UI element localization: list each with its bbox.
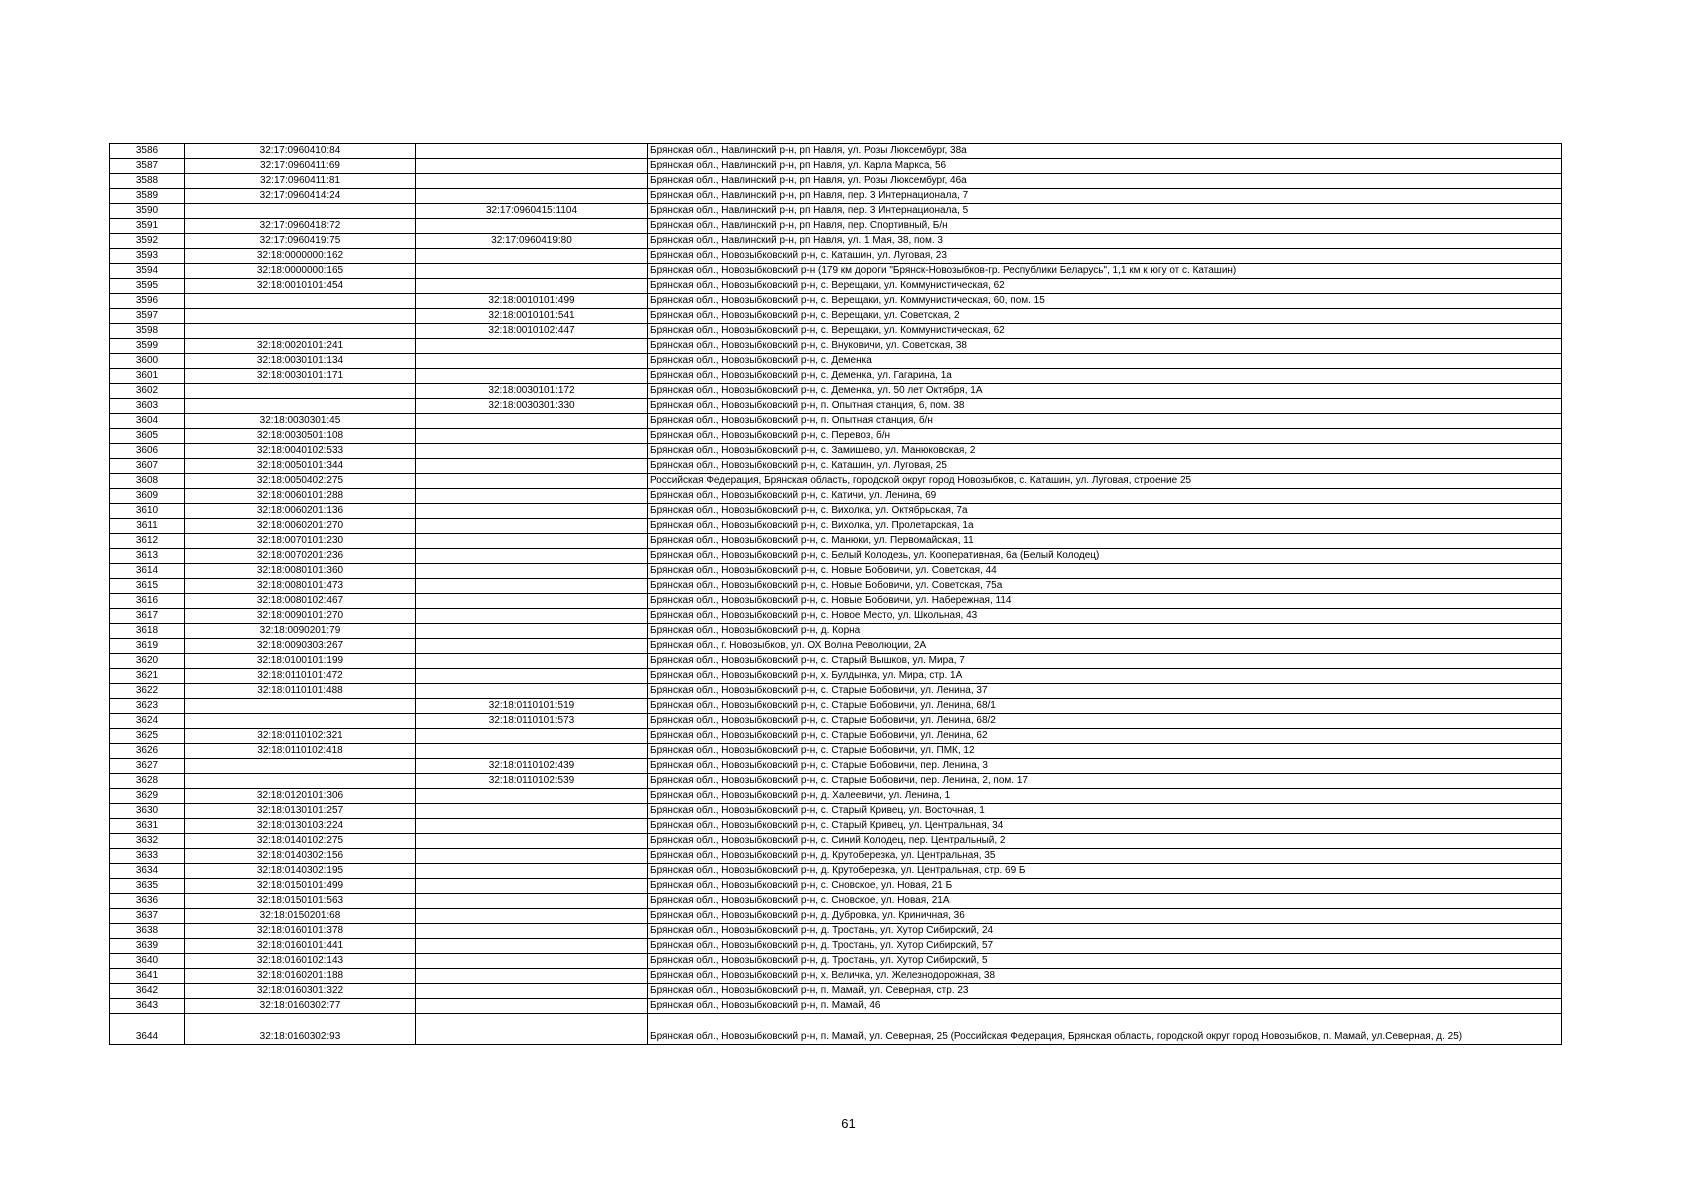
address-cell: Брянская обл., Новозыбковский р-н, д. Корна	[648, 624, 1562, 639]
address-cell: Брянская обл., Новозыбковский р-н, с. Белый Колодезь, ул. Кооперативная, 6а (Белый Колодец)	[648, 549, 1562, 564]
address-cell: Брянская обл., Новозыбковский р-н, с. Внуковичи, ул. Советская, 38	[648, 339, 1562, 354]
cadastral-number-cell: 32:18:0010101:454	[185, 279, 416, 294]
cadastral-number-cell: 32:17:0960419:75	[185, 234, 416, 249]
table-row	[110, 714, 1562, 729]
table-row	[110, 309, 1562, 324]
cadastral-number-cell: 32:17:0960418:72	[185, 219, 416, 234]
cadastral-number-cell: 32:18:0030101:171	[185, 369, 416, 384]
address-cell: Брянская обл., Новозыбковский р-н, с. Старый Вышков, ул. Мира, 7	[648, 654, 1562, 669]
row-number-cell: 3617	[110, 609, 185, 624]
secondary-cadastral-number-cell: 32:18:0110101:519	[416, 699, 648, 714]
cadastral-number-cell: 32:18:0040102:533	[185, 444, 416, 459]
address-cell: Брянская обл., Новозыбковский р-н, с. Новые Бобовичи, ул. Советская, 44	[648, 564, 1562, 579]
cadastral-number-cell	[185, 699, 416, 714]
row-number-cell: 3591	[110, 219, 185, 234]
address-cell: Брянская обл., Навлинский р-н, рп Навля, пер. Спортивный, Б/н	[648, 219, 1562, 234]
row-number-cell: 3635	[110, 879, 185, 894]
row-number-cell: 3602	[110, 384, 185, 399]
address-cell: Брянская обл., Новозыбковский р-н, д. Крутоберезка, ул. Центральная, 35	[648, 849, 1562, 864]
cadastral-number-cell: 32:18:0090101:270	[185, 609, 416, 624]
secondary-cadastral-number-cell	[416, 789, 648, 804]
secondary-cadastral-number-cell	[416, 504, 648, 519]
table-row	[110, 579, 1562, 594]
table-row	[110, 789, 1562, 804]
secondary-cadastral-number-cell	[416, 909, 648, 924]
cadastral-number-cell: 32:18:0110102:321	[185, 729, 416, 744]
row-number-cell: 3641	[110, 969, 185, 984]
secondary-cadastral-number-cell	[416, 639, 648, 654]
table-row	[110, 564, 1562, 579]
table-row	[110, 354, 1562, 369]
row-number-cell: 3609	[110, 489, 185, 504]
cadastral-number-cell: 32:18:0050402:275	[185, 474, 416, 489]
table-row	[110, 729, 1562, 744]
table-row	[110, 609, 1562, 624]
secondary-cadastral-number-cell: 32:18:0030301:330	[416, 399, 648, 414]
row-number-cell: 3629	[110, 789, 185, 804]
cadastral-number-cell	[185, 294, 416, 309]
cadastral-number-cell: 32:18:0090303:267	[185, 639, 416, 654]
row-number-cell: 3599	[110, 339, 185, 354]
address-cell: Брянская обл., Новозыбковский р-н, с. Новые Бобовичи, ул. Советская, 75а	[648, 579, 1562, 594]
row-number-cell: 3615	[110, 579, 185, 594]
row-number-cell: 3614	[110, 564, 185, 579]
cadastral-number-cell: 32:18:0140302:156	[185, 849, 416, 864]
secondary-cadastral-number-cell	[416, 969, 648, 984]
address-cell: Брянская обл., Навлинский р-н, рп Навля, ул. 1 Мая, 38, пом. 3	[648, 234, 1562, 249]
secondary-cadastral-number-cell	[416, 939, 648, 954]
address-cell: Брянская обл., Новозыбковский р-н, с. Старые Бобовичи, ул. ПМК, 12	[648, 744, 1562, 759]
row-number-cell: 3620	[110, 654, 185, 669]
secondary-cadastral-number-cell	[416, 819, 648, 834]
cadastral-number-cell: 32:18:0070201:236	[185, 549, 416, 564]
cadastral-number-cell: 32:18:0160301:322	[185, 984, 416, 999]
address-cell: Брянская обл., Новозыбковский р-н, с. Верещаки, ул. Коммунистическая, 62	[648, 279, 1562, 294]
address-cell: Брянская обл., г. Новозыбков, ул. ОХ Волна Революции, 2А	[648, 639, 1562, 654]
cadastral-number-cell: 32:18:0140302:195	[185, 864, 416, 879]
address-cell: Брянская обл., Новозыбковский р-н, с. Новое Место, ул. Школьная, 43	[648, 609, 1562, 624]
table-row	[110, 534, 1562, 549]
table-row	[110, 879, 1562, 894]
registry-table-body	[110, 144, 1562, 1045]
row-number-cell: 3634	[110, 864, 185, 879]
cadastral-number-cell: 32:18:0020101:241	[185, 339, 416, 354]
secondary-cadastral-number-cell	[416, 444, 648, 459]
row-number-cell: 3611	[110, 519, 185, 534]
address-cell: Брянская обл., Новозыбковский р-н, с. Замишево, ул. Манюковская, 2	[648, 444, 1562, 459]
secondary-cadastral-number-cell: 32:17:0960415:1104	[416, 204, 648, 219]
row-number-cell: 3624	[110, 714, 185, 729]
cadastral-number-cell: 32:18:0150101:499	[185, 879, 416, 894]
secondary-cadastral-number-cell	[416, 159, 648, 174]
secondary-cadastral-number-cell: 32:18:0110102:439	[416, 759, 648, 774]
secondary-cadastral-number-cell: 32:18:0010101:499	[416, 294, 648, 309]
address-cell: Брянская обл., Новозыбковский р-н, с. Деменка, ул. 50 лет Октября, 1А	[648, 384, 1562, 399]
table-row	[110, 219, 1562, 234]
row-number-cell: 3640	[110, 954, 185, 969]
secondary-cadastral-number-cell	[416, 414, 648, 429]
row-number-cell: 3630	[110, 804, 185, 819]
secondary-cadastral-number-cell	[416, 144, 648, 159]
secondary-cadastral-number-cell	[416, 279, 648, 294]
secondary-cadastral-number-cell	[416, 429, 648, 444]
secondary-cadastral-number-cell	[416, 264, 648, 279]
table-row	[110, 474, 1562, 489]
address-cell: Брянская обл., Навлинский р-н, рп Навля, пер. 3 Интернационала, 7	[648, 189, 1562, 204]
row-number-cell: 3604	[110, 414, 185, 429]
address-cell: Брянская обл., Новозыбковский р-н, с. Верещаки, ул. Советская, 2	[648, 309, 1562, 324]
address-cell: Брянская обл., Новозыбковский р-н, с. Старые Бобовичи, ул. Ленина, 37	[648, 684, 1562, 699]
address-cell: Брянская обл., Новозыбковский р-н, с. Катичи, ул. Ленина, 69	[648, 489, 1562, 504]
secondary-cadastral-number-cell	[416, 999, 648, 1014]
cadastral-number-cell: 32:18:0060201:270	[185, 519, 416, 534]
row-number-cell: 3598	[110, 324, 185, 339]
cadastral-number-cell: 32:18:0080102:467	[185, 594, 416, 609]
address-cell: Брянская обл., Новозыбковский р-н, с. Каташин, ул. Луговая, 23	[648, 249, 1562, 264]
address-cell: Брянская обл., Новозыбковский р-н, с. Новые Бобовичи, ул. Набережная, 114	[648, 594, 1562, 609]
table-row	[110, 249, 1562, 264]
row-number-cell: 3590	[110, 204, 185, 219]
cadastral-number-cell: 32:18:0160201:188	[185, 969, 416, 984]
cadastral-number-cell: 32:18:0160302:77	[185, 999, 416, 1014]
secondary-cadastral-number-cell: 32:18:0110101:573	[416, 714, 648, 729]
table-row	[110, 399, 1562, 414]
row-number-cell: 3596	[110, 294, 185, 309]
table-row	[110, 954, 1562, 969]
secondary-cadastral-number-cell	[416, 879, 648, 894]
cadastral-number-cell: 32:17:0960411:81	[185, 174, 416, 189]
row-number-cell: 3625	[110, 729, 185, 744]
page-number: 61	[841, 1116, 856, 1131]
table-row	[110, 549, 1562, 564]
table-row	[110, 744, 1562, 759]
secondary-cadastral-number-cell	[416, 744, 648, 759]
row-number-cell: 3623	[110, 699, 185, 714]
row-number-cell: 3589	[110, 189, 185, 204]
table-row	[110, 339, 1562, 354]
cadastral-number-cell: 32:18:0000000:162	[185, 249, 416, 264]
cadastral-number-cell	[185, 399, 416, 414]
table-row	[110, 639, 1562, 654]
address-cell: Брянская обл., Новозыбковский р-н, с. Старый Кривец, ул. Центральная, 34	[648, 819, 1562, 834]
address-cell: Брянская обл., Новозыбковский р-н, х. Величка, ул. Железнодорожная, 38	[648, 969, 1562, 984]
address-cell: Брянская обл., Новозыбковский р-н, с. Каташин, ул. Луговая, 25	[648, 459, 1562, 474]
table-row	[110, 969, 1562, 984]
address-cell: Брянская обл., Новозыбковский р-н (179 км дороги "Брянск-Новозыбков-гр. Республики Беларусь", 1,1 км к югу от с. Каташин)	[648, 264, 1562, 279]
table-row	[110, 294, 1562, 309]
secondary-cadastral-number-cell	[416, 519, 648, 534]
secondary-cadastral-number-cell: 32:18:0010102:447	[416, 324, 648, 339]
address-cell: Брянская обл., Новозыбковский р-н, с. Вихолка, ул. Пролетарская, 1а	[648, 519, 1562, 534]
cadastral-number-cell: 32:18:0060101:288	[185, 489, 416, 504]
row-number-cell: 3606	[110, 444, 185, 459]
address-cell: Брянская обл., Новозыбковский р-н, с. Старые Бобовичи, пер. Ленина, 2, пом. 17	[648, 774, 1562, 789]
cadastral-number-cell: 32:18:0110101:488	[185, 684, 416, 699]
table-row	[110, 444, 1562, 459]
address-cell: Брянская обл., Навлинский р-н, рп Навля, пер. 3 Интернационала, 5	[648, 204, 1562, 219]
cadastral-number-cell: 32:18:0130101:257	[185, 804, 416, 819]
row-number-cell: 3638	[110, 924, 185, 939]
address-cell: Брянская обл., Новозыбковский р-н, с. Верещаки, ул. Коммунистическая, 62	[648, 324, 1562, 339]
cadastral-number-cell: 32:18:0150201:68	[185, 909, 416, 924]
table-row	[110, 384, 1562, 399]
cadastral-number-cell: 32:18:0060201:136	[185, 504, 416, 519]
secondary-cadastral-number-cell	[416, 474, 648, 489]
cadastral-number-cell	[185, 774, 416, 789]
cadastral-number-cell: 32:18:0080101:473	[185, 579, 416, 594]
table-row	[110, 819, 1562, 834]
secondary-cadastral-number-cell	[416, 954, 648, 969]
address-cell: Брянская обл., Новозыбковский р-н, п. Опытная станция, 6, пом. 38	[648, 399, 1562, 414]
secondary-cadastral-number-cell	[416, 219, 648, 234]
address-cell: Брянская обл., Навлинский р-н, рп Навля, ул. Розы Люксембург, 38а	[648, 144, 1562, 159]
row-number-cell: 3636	[110, 894, 185, 909]
table-row	[110, 159, 1562, 174]
address-cell: Брянская обл., Новозыбковский р-н, д. Крутоберезка, ул. Центральная, стр. 69 Б	[648, 864, 1562, 879]
address-cell: Брянская обл., Новозыбковский р-н, д. Халеевичи, ул. Ленина, 1	[648, 789, 1562, 804]
cadastral-number-cell: 32:17:0960414:24	[185, 189, 416, 204]
table-row	[110, 834, 1562, 849]
table-row	[110, 669, 1562, 684]
cadastral-number-cell: 32:18:0070101:230	[185, 534, 416, 549]
row-number-cell: 3603	[110, 399, 185, 414]
address-cell: Брянская обл., Новозыбковский р-н, д. Дубровка, ул. Криничная, 36	[648, 909, 1562, 924]
table-row	[110, 699, 1562, 714]
secondary-cadastral-number-cell	[416, 354, 648, 369]
secondary-cadastral-number-cell	[416, 189, 648, 204]
address-cell: Брянская обл., Навлинский р-н, рп Навля, ул. Карла Маркса, 56	[648, 159, 1562, 174]
address-cell: Брянская обл., Новозыбковский р-н, д. Тростань, ул. Хутор Сибирский, 57	[648, 939, 1562, 954]
table-row	[110, 1014, 1562, 1045]
row-number-cell: 3616	[110, 594, 185, 609]
table-row	[110, 174, 1562, 189]
table-row	[110, 204, 1562, 219]
table-row	[110, 519, 1562, 534]
row-number-cell: 3622	[110, 684, 185, 699]
secondary-cadastral-number-cell	[416, 489, 648, 504]
row-number-cell: 3637	[110, 909, 185, 924]
table-row	[110, 429, 1562, 444]
row-number-cell: 3612	[110, 534, 185, 549]
row-number-cell: 3633	[110, 849, 185, 864]
address-cell: Брянская обл., Новозыбковский р-н, с. Верещаки, ул. Коммунистическая, 60, пом. 15	[648, 294, 1562, 309]
cadastral-number-cell: 32:18:0030501:108	[185, 429, 416, 444]
table-row	[110, 234, 1562, 249]
row-number-cell: 3586	[110, 144, 185, 159]
address-cell: Брянская обл., Новозыбковский р-н, д. Тростань, ул. Хутор Сибирский, 5	[648, 954, 1562, 969]
secondary-cadastral-number-cell	[416, 804, 648, 819]
table-row	[110, 894, 1562, 909]
secondary-cadastral-number-cell	[416, 729, 648, 744]
secondary-cadastral-number-cell: 32:17:0960419:80	[416, 234, 648, 249]
row-number-cell: 3642	[110, 984, 185, 999]
table-row	[110, 369, 1562, 384]
cadastral-number-cell	[185, 309, 416, 324]
table-row	[110, 279, 1562, 294]
cadastral-number-cell: 32:18:0080101:360	[185, 564, 416, 579]
table-row	[110, 324, 1562, 339]
address-cell: Брянская обл., Новозыбковский р-н, с. Старые Бобовичи, ул. Ленина, 68/2	[648, 714, 1562, 729]
secondary-cadastral-number-cell	[416, 1014, 648, 1045]
row-number-cell: 3613	[110, 549, 185, 564]
table-row	[110, 864, 1562, 879]
cadastral-number-cell	[185, 714, 416, 729]
secondary-cadastral-number-cell	[416, 594, 648, 609]
address-cell: Брянская обл., Новозыбковский р-н, с. Старые Бобовичи, пер. Ленина, 3	[648, 759, 1562, 774]
table-row	[110, 909, 1562, 924]
table-row	[110, 804, 1562, 819]
address-cell: Брянская обл., Новозыбковский р-н, с. Вихолка, ул. Октябрьская, 7а	[648, 504, 1562, 519]
address-cell: Брянская обл., Новозыбковский р-н, с. Сновское, ул. Новая, 21А	[648, 894, 1562, 909]
row-number-cell: 3593	[110, 249, 185, 264]
row-number-cell: 3639	[110, 939, 185, 954]
secondary-cadastral-number-cell	[416, 654, 648, 669]
cadastral-number-cell: 32:18:0150101:563	[185, 894, 416, 909]
row-number-cell: 3597	[110, 309, 185, 324]
address-cell: Брянская обл., Новозыбковский р-н, с. Манюки, ул. Первомайская, 11	[648, 534, 1562, 549]
secondary-cadastral-number-cell: 32:18:0010101:541	[416, 309, 648, 324]
secondary-cadastral-number-cell	[416, 369, 648, 384]
row-number-cell: 3632	[110, 834, 185, 849]
secondary-cadastral-number-cell	[416, 669, 648, 684]
cadastral-number-cell	[185, 324, 416, 339]
address-cell: Брянская обл., Новозыбковский р-н, п. Мамай, ул. Северная, 25 (Российская Федерация, Брянская область, городской округ город Новозыбков, п. Мамай, ул.Северная, д. 25)	[648, 1014, 1562, 1045]
secondary-cadastral-number-cell: 32:18:0110102:539	[416, 774, 648, 789]
address-cell: Брянская обл., Новозыбковский р-н, с. Сновское, ул. Новая, 21 Б	[648, 879, 1562, 894]
secondary-cadastral-number-cell	[416, 579, 648, 594]
address-cell: Брянская обл., Новозыбковский р-н, п. Мамай, ул. Северная, стр. 23	[648, 984, 1562, 999]
row-number-cell: 3605	[110, 429, 185, 444]
table-row	[110, 489, 1562, 504]
row-number-cell: 3628	[110, 774, 185, 789]
cadastral-number-cell: 32:18:0050101:344	[185, 459, 416, 474]
secondary-cadastral-number-cell	[416, 459, 648, 474]
row-number-cell: 3618	[110, 624, 185, 639]
cadastral-number-cell: 32:18:0000000:165	[185, 264, 416, 279]
cadastral-number-cell: 32:18:0160101:378	[185, 924, 416, 939]
row-number-cell: 3601	[110, 369, 185, 384]
cadastral-number-cell: 32:18:0030101:134	[185, 354, 416, 369]
table-row	[110, 504, 1562, 519]
cadastral-number-cell: 32:18:0110102:418	[185, 744, 416, 759]
table-row	[110, 624, 1562, 639]
secondary-cadastral-number-cell	[416, 549, 648, 564]
row-number-cell: 3643	[110, 999, 185, 1014]
table-row	[110, 594, 1562, 609]
table-row	[110, 924, 1562, 939]
row-number-cell: 3600	[110, 354, 185, 369]
table-row	[110, 999, 1562, 1014]
address-cell: Брянская обл., Новозыбковский р-н, с. Деменка	[648, 354, 1562, 369]
row-number-cell: 3644	[110, 1014, 185, 1045]
secondary-cadastral-number-cell	[416, 984, 648, 999]
table-row	[110, 684, 1562, 699]
address-cell: Брянская обл., Новозыбковский р-н, с. Старый Кривец, ул. Восточная, 1	[648, 804, 1562, 819]
table-row	[110, 654, 1562, 669]
secondary-cadastral-number-cell	[416, 249, 648, 264]
cadastral-number-cell: 32:17:0960411:69	[185, 159, 416, 174]
cadastral-number-cell: 32:18:0120101:306	[185, 789, 416, 804]
secondary-cadastral-number-cell	[416, 684, 648, 699]
address-cell: Брянская обл., Новозыбковский р-н, с. Старые Бобовичи, ул. Ленина, 68/1	[648, 699, 1562, 714]
table-row	[110, 984, 1562, 999]
row-number-cell: 3627	[110, 759, 185, 774]
row-number-cell: 3595	[110, 279, 185, 294]
secondary-cadastral-number-cell	[416, 564, 648, 579]
cadastral-number-cell: 32:18:0160102:143	[185, 954, 416, 969]
secondary-cadastral-number-cell	[416, 894, 648, 909]
row-number-cell: 3588	[110, 174, 185, 189]
address-cell: Брянская обл., Новозыбковский р-н, х. Булдынка, ул. Мира, стр. 1А	[648, 669, 1562, 684]
cadastral-number-cell: 32:18:0160302:93	[185, 1014, 416, 1045]
row-number-cell: 3608	[110, 474, 185, 489]
row-number-cell: 3594	[110, 264, 185, 279]
row-number-cell: 3619	[110, 639, 185, 654]
secondary-cadastral-number-cell	[416, 924, 648, 939]
row-number-cell: 3626	[110, 744, 185, 759]
secondary-cadastral-number-cell	[416, 864, 648, 879]
cadastral-number-cell: 32:18:0030301:45	[185, 414, 416, 429]
table-row	[110, 264, 1562, 279]
cadastral-number-cell	[185, 384, 416, 399]
row-number-cell: 3592	[110, 234, 185, 249]
cadastral-number-cell	[185, 759, 416, 774]
cadastral-number-cell: 32:18:0090201:79	[185, 624, 416, 639]
cadastral-number-cell: 32:18:0110101:472	[185, 669, 416, 684]
table-row	[110, 849, 1562, 864]
secondary-cadastral-number-cell	[416, 534, 648, 549]
row-number-cell: 3621	[110, 669, 185, 684]
row-number-cell: 3587	[110, 159, 185, 174]
row-number-cell: 3610	[110, 504, 185, 519]
address-cell: Брянская обл., Новозыбковский р-н, д. Тростань, ул. Хутор Сибирский, 24	[648, 924, 1562, 939]
row-number-cell: 3607	[110, 459, 185, 474]
table-row	[110, 189, 1562, 204]
table-row	[110, 939, 1562, 954]
address-cell: Брянская обл., Навлинский р-н, рп Навля, ул. Розы Люксембург, 46а	[648, 174, 1562, 189]
address-cell: Брянская обл., Новозыбковский р-н, с. Синий Колодец, пер. Центральный, 2	[648, 834, 1562, 849]
row-number-cell: 3631	[110, 819, 185, 834]
table-row	[110, 774, 1562, 789]
address-cell: Брянская обл., Новозыбковский р-н, п. Опытная станция, б/н	[648, 414, 1562, 429]
cadastral-number-cell: 32:18:0130103:224	[185, 819, 416, 834]
address-cell: Российская Федерация, Брянская область, городской округ город Новозыбков, с. Каташин, ул. Луговая, строение 25	[648, 474, 1562, 489]
cadastral-number-cell	[185, 204, 416, 219]
address-cell: Брянская обл., Новозыбковский р-н, с. Старые Бобовичи, ул. Ленина, 62	[648, 729, 1562, 744]
secondary-cadastral-number-cell	[416, 849, 648, 864]
table-row	[110, 144, 1562, 159]
table-row	[110, 414, 1562, 429]
secondary-cadastral-number-cell	[416, 339, 648, 354]
registry-table	[109, 143, 1562, 1045]
address-cell: Брянская обл., Новозыбковский р-н, с. Перевоз, б/н	[648, 429, 1562, 444]
address-cell: Брянская обл., Новозыбковский р-н, с. Деменка, ул. Гагарина, 1а	[648, 369, 1562, 384]
cadastral-number-cell: 32:18:0100101:199	[185, 654, 416, 669]
cadastral-number-cell: 32:18:0140102:275	[185, 834, 416, 849]
secondary-cadastral-number-cell	[416, 834, 648, 849]
cadastral-number-cell: 32:18:0160101:441	[185, 939, 416, 954]
secondary-cadastral-number-cell: 32:18:0030101:172	[416, 384, 648, 399]
cadastral-number-cell: 32:17:0960410:84	[185, 144, 416, 159]
secondary-cadastral-number-cell	[416, 609, 648, 624]
secondary-cadastral-number-cell	[416, 624, 648, 639]
address-cell: Брянская обл., Новозыбковский р-н, п. Мамай, 46	[648, 999, 1562, 1014]
table-row	[110, 459, 1562, 474]
table-row	[110, 759, 1562, 774]
secondary-cadastral-number-cell	[416, 174, 648, 189]
